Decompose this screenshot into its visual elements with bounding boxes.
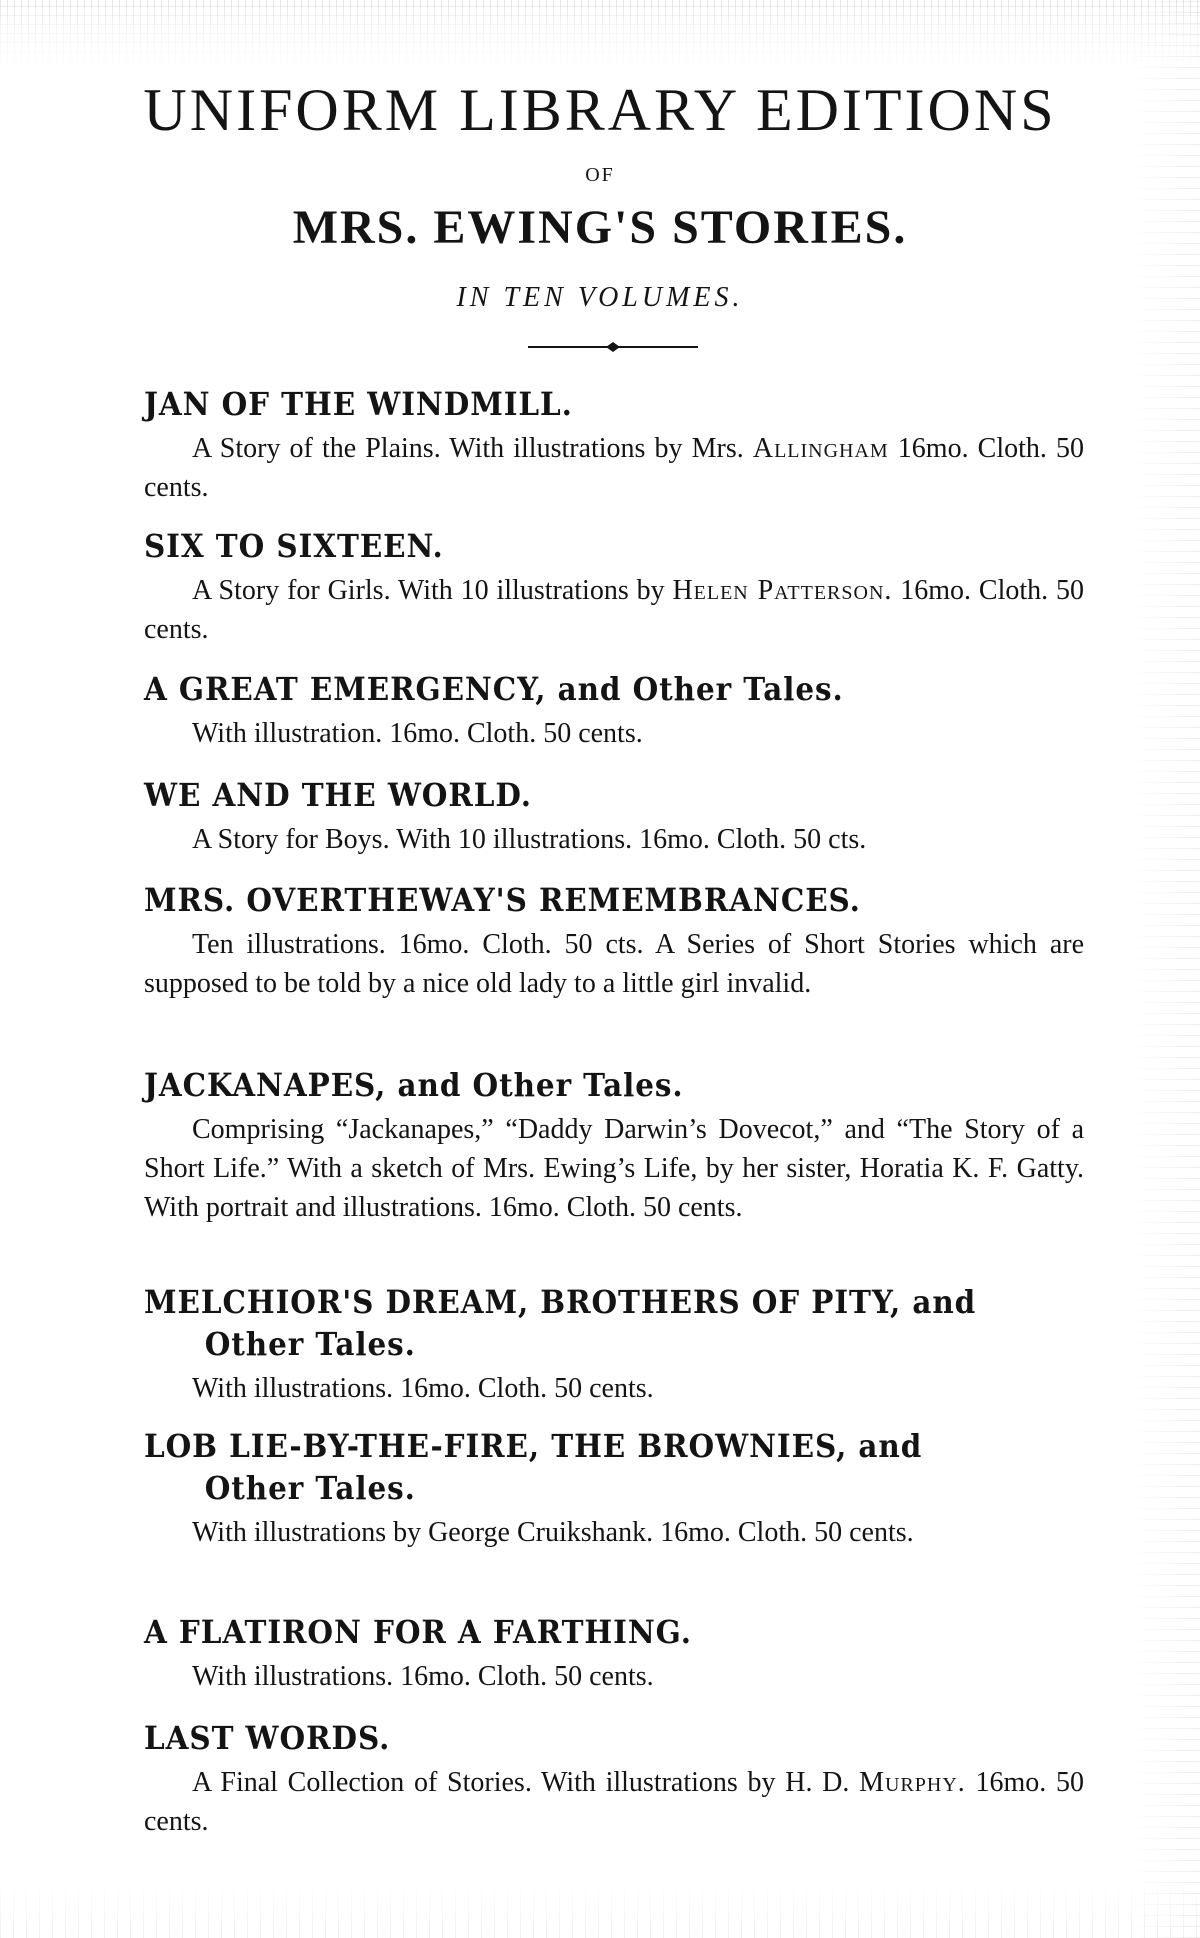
book-entry [144, 525, 1084, 649]
ornamental-rule [528, 339, 698, 355]
page-subtitle: MRS. EWING'S STORIES. [292, 201, 908, 254]
description-text: A Story for Girls. With 10 illustrations by [192, 575, 673, 606]
book-title: SIX TO SIXTEEN. [144, 527, 444, 565]
book-description: With illustrations. 16mo. Cloth. 50 cents. [192, 1661, 654, 1692]
book-title: JACKANAPES, and Other Tales. [144, 1066, 684, 1104]
book-title: WE AND THE WORLD. [144, 776, 532, 814]
illustrator-name: Allingham [752, 433, 889, 464]
illustrator-name: Helen Patterson. [672, 575, 893, 606]
book-entry [144, 1064, 1084, 1227]
book-title-line: LOB LIE-BY-THE-FIRE, THE BROWNIES, and [144, 1427, 923, 1465]
book-description [144, 429, 1084, 507]
book-title-line: MELCHIOR'S DREAM, BROTHERS OF PITY, and [144, 1283, 977, 1321]
book-entry [144, 1717, 1084, 1841]
book-description: A Story for Boys. With 10 illustrations. 16mo. Cloth. 50 cts. [192, 824, 867, 855]
book-title [144, 1425, 1082, 1509]
book-description [144, 571, 1084, 649]
book-entry [144, 668, 1084, 753]
illustrator-name: Murphy. [859, 1767, 966, 1798]
book-title: A GREAT EMERGENCY, and Other Tales. [144, 670, 844, 708]
description-text: A Story of the Plains. With illustrations by Mrs. [192, 433, 753, 464]
book-entry [144, 879, 1084, 1003]
book-entry [144, 1281, 1084, 1408]
book-description: With illustrations. 16mo. Cloth. 50 cents. [192, 1373, 654, 1404]
page-title: UNIFORM LIBRARY EDITIONS [143, 77, 1057, 143]
book-title-line: Other Tales. [204, 1325, 416, 1363]
book-description [144, 1763, 1084, 1841]
book-title-line: Other Tales. [204, 1469, 416, 1507]
description-text: 16mo. Cloth. 50 cents. [144, 575, 1084, 645]
book-entry [144, 383, 1084, 507]
book-title [144, 1281, 1082, 1365]
book-entry [144, 774, 1084, 859]
book-title: JAN OF THE WINDMILL. [144, 385, 573, 423]
book-description: With illustrations by George Cruikshank. 16mo. Cloth. 50 cents. [192, 1517, 914, 1548]
book-description: Ten illustrations. 16mo. Cloth. 50 cts. A Series of Short Stories which are supposed to be told by a nice old lady to a little girl invalid. [144, 929, 1084, 999]
book-description: Comprising “Jackanapes,” “Daddy Darwin’s Dovecot,” and “The Story of a Short Life.” With a sketch of Mrs. Ewing’s Life, by her sister, Horatia K. F. Gatty. With portrait and illustrations. 16mo. Cloth. 50 cents. [144, 1114, 1084, 1223]
description-text: 16mo. 50 cents. [144, 1767, 1084, 1837]
book-entry [144, 1425, 1084, 1552]
book-title: LAST WORDS. [144, 1719, 391, 1757]
description-text: 16mo. Cloth. 50 cents. [144, 433, 1084, 503]
book-description: With illustration. 16mo. Cloth. 50 cents. [192, 718, 643, 749]
book-entry [144, 1611, 1084, 1696]
book-title: A FLATIRON FOR A FARTHING. [144, 1613, 692, 1651]
title-connector: OF [585, 164, 615, 186]
book-title: MRS. OVERTHEWAY'S REMEMBRANCES. [144, 881, 861, 919]
description-text: A Final Collection of Stories. With illustrations by H. D. [192, 1767, 860, 1798]
volumes-note: IN TEN VOLUMES. [456, 282, 744, 313]
